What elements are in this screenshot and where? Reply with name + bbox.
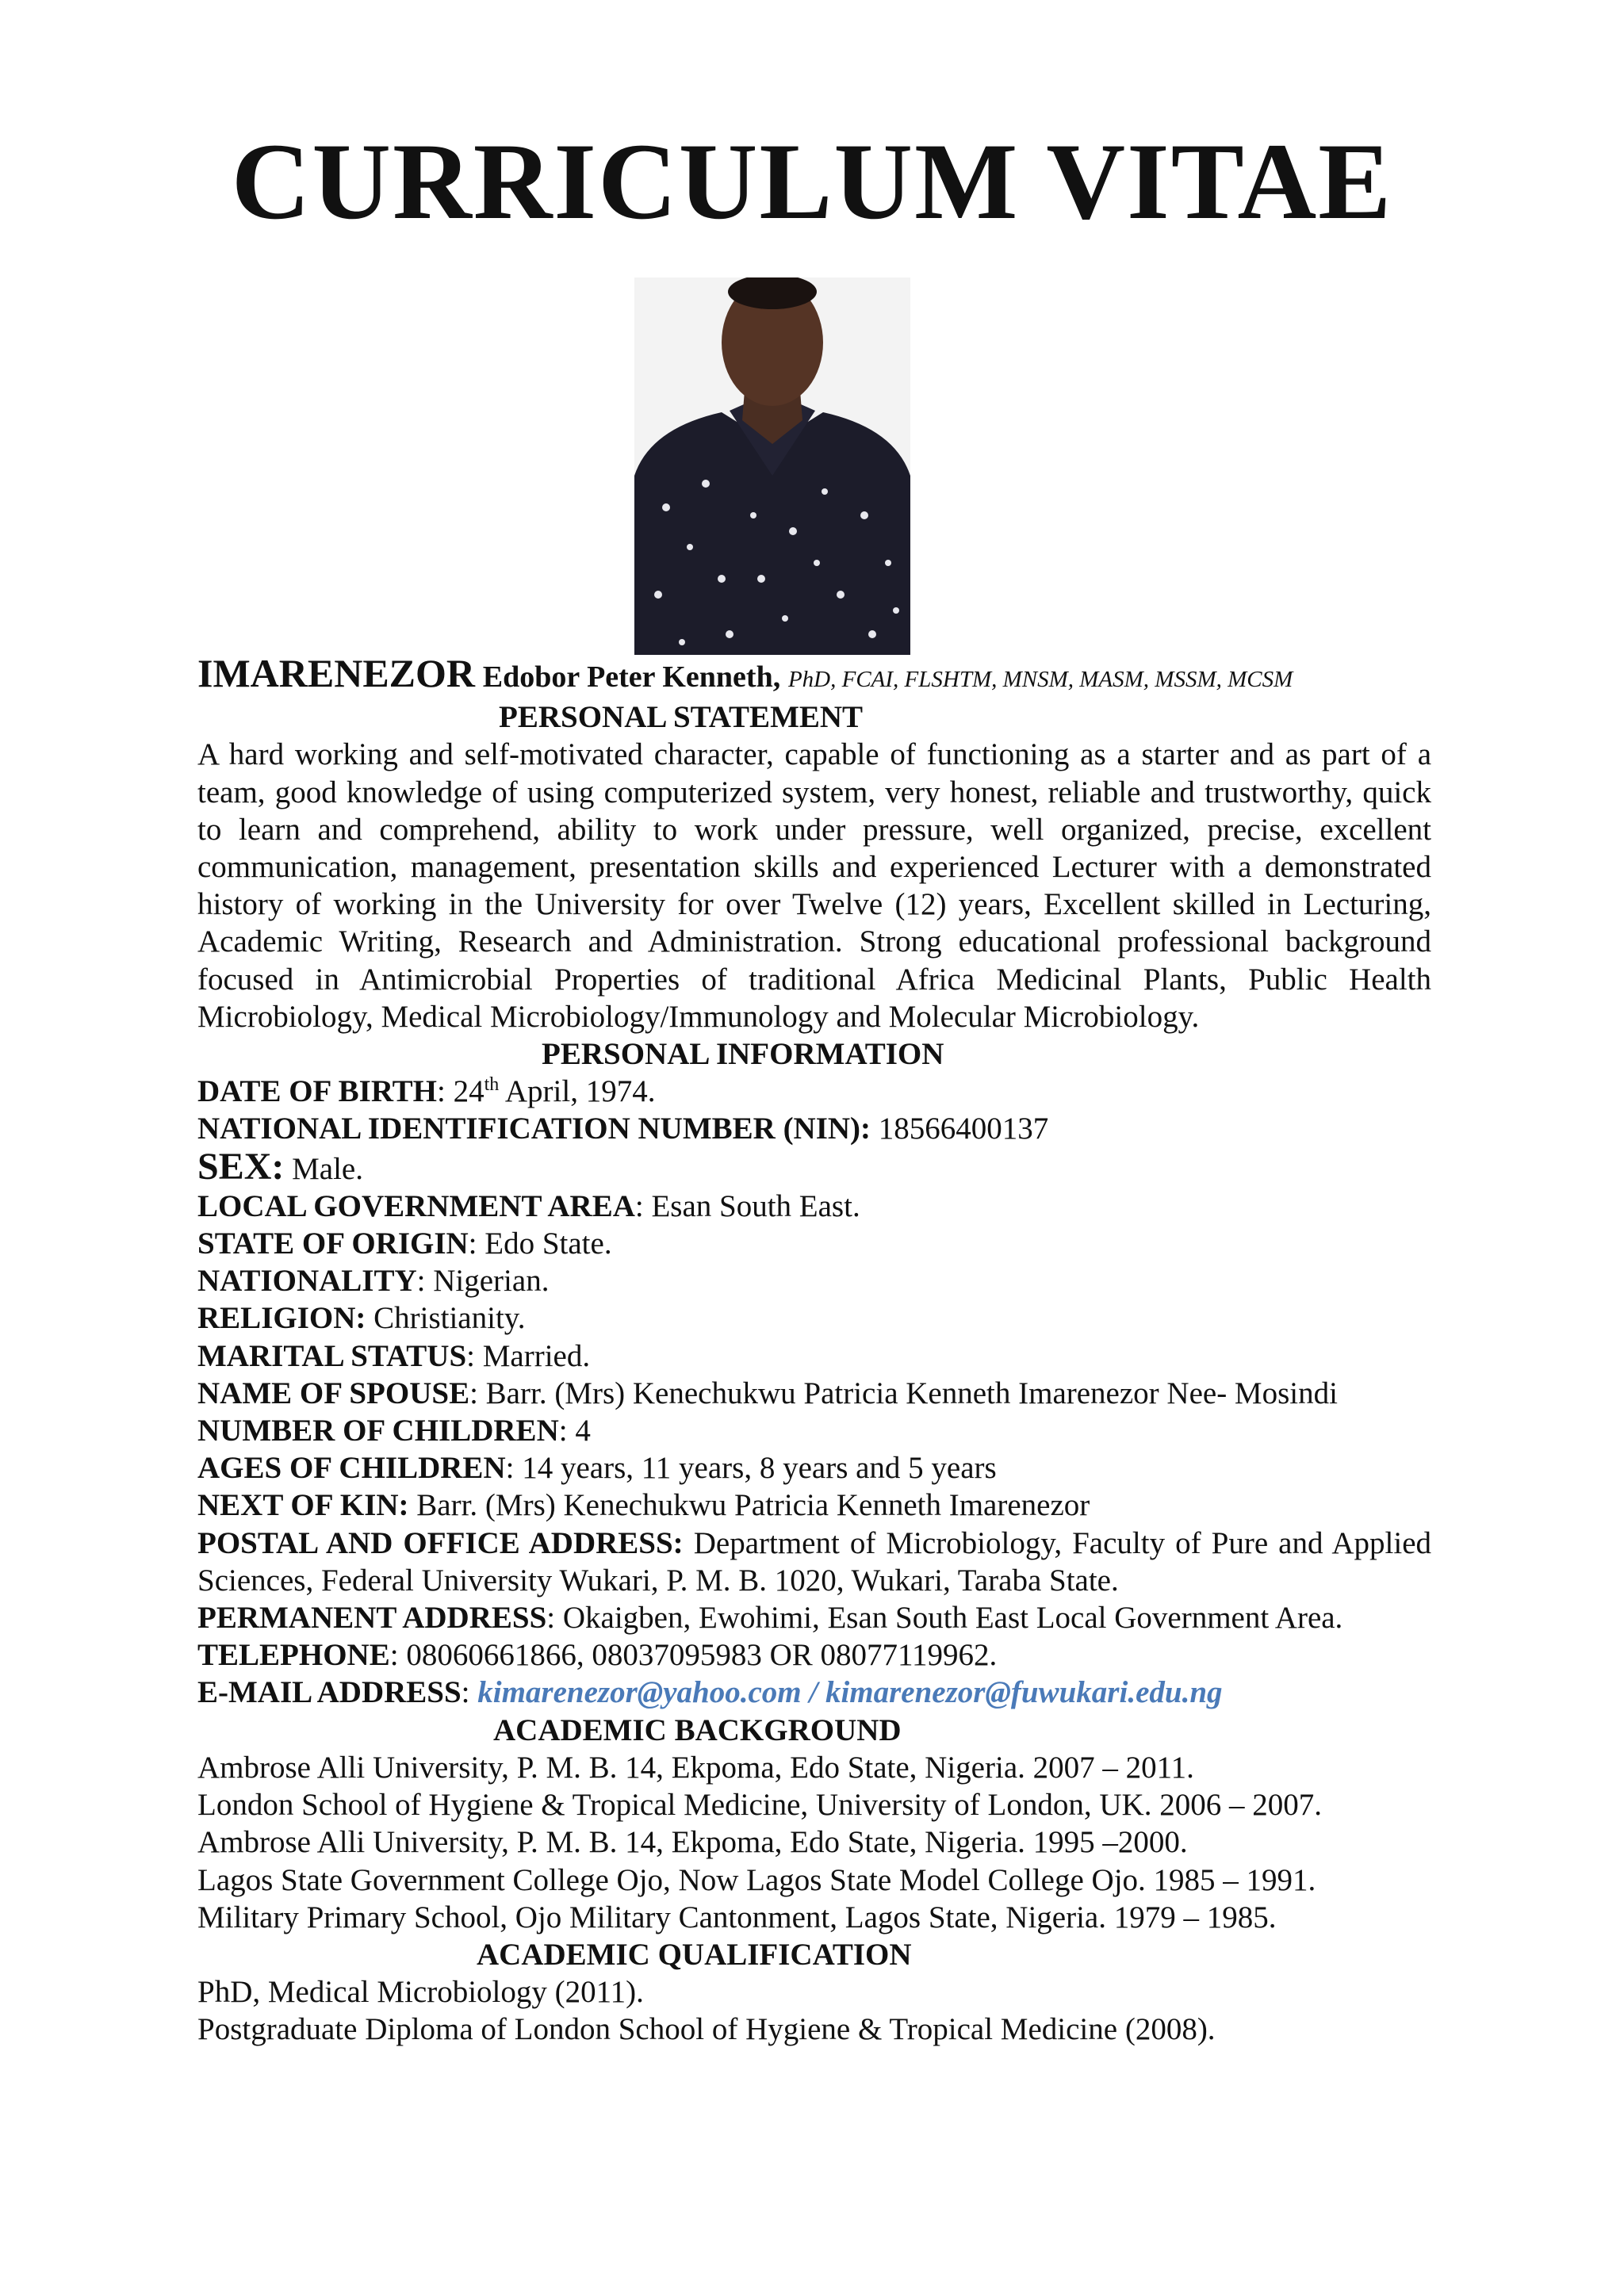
- personal-statement-heading: PERSONAL STATEMENT: [499, 700, 864, 735]
- cv-body: [197, 651, 1432, 2049]
- telephone-value: 08060661866, 08037095983 OR 08077119962.: [406, 1638, 998, 1673]
- nin-label: NATIONAL IDENTIFICATION NUMBER (NIN):: [197, 1112, 871, 1146]
- religion-row: [197, 1299, 1431, 1337]
- state-label: STATE OF ORIGIN: [197, 1226, 469, 1261]
- personal-information-heading: PERSONAL INFORMATION: [542, 1037, 944, 1072]
- children-number-row: NUMBER OF CHILDREN: 4: [197, 1414, 591, 1448]
- state-row: STATE OF ORIGIN: Edo State.: [197, 1226, 612, 1261]
- academic-background-item: Ambrose Alli University, P. M. B. 14, Ekpoma, Edo State, Nigeria. 2007 – 2011.: [197, 1750, 1194, 1785]
- dob-label: DATE OF BIRTH: [197, 1074, 438, 1109]
- next-of-kin-label: NEXT OF KIN:: [197, 1488, 409, 1523]
- email-link[interactable]: kimarenezor@yahoo.com / kimarenezor@fuwukari.edu.ng: [477, 1675, 1223, 1710]
- next-of-kin-row: [197, 1487, 1431, 1524]
- telephone-row: TELEPHONE: 08060661866, 08037095983 OR 08077119962.: [197, 1638, 998, 1673]
- profile-photo-illustration: [634, 277, 910, 655]
- spouse-value: Barr. (Mrs) Kenechukwu Patricia Kenneth Imarenezor Nee- Mosindi: [485, 1376, 1338, 1410]
- profile-photo: [634, 277, 910, 655]
- dob-row: DATE OF BIRTH: 24th April, 1974.: [197, 1074, 656, 1109]
- lga-label: LOCAL GOVERNMENT AREA: [197, 1188, 635, 1223]
- dob-day: 24: [453, 1074, 485, 1109]
- permanent-row: PERMANENT ADDRESS: Okaigben, Ewohimi, Esan South East Local Government Area.: [197, 1601, 1343, 1636]
- academic-background-item: Military Primary School, Ojo Military Cantonment, Lagos State, Nigeria. 1979 – 1985.: [197, 1900, 1277, 1934]
- next-of-kin-value: Barr. (Mrs) Kenechukwu Patricia Kenneth Imarenezor: [416, 1488, 1090, 1523]
- lga-row: LOCAL GOVERNMENT AREA: Esan South East.: [197, 1188, 860, 1223]
- postal-value: Department of Microbiology, Faculty of Pure and Applied Sciences, Federal University Wukari, P. M. B. 1020, Wukari, Taraba State.: [197, 1525, 1432, 1598]
- academic-background-item: Ambrose Alli University, P. M. B. 14, Ekpoma, Edo State, Nigeria. 1995 –2000.: [197, 1825, 1188, 1860]
- email-row: E-MAIL ADDRESS: kimarenezor@yahoo.com / kimarenezor@fuwukari.edu.ng: [197, 1675, 1223, 1710]
- document-title: CURRICULUM VITAE: [231, 121, 1393, 242]
- given-names: Edobor Peter Kenneth,: [482, 660, 781, 694]
- academic-background-item: London School of Hygiene & Tropical Medicine, University of London, UK. 2006 – 2007.: [197, 1788, 1322, 1823]
- religion-label: RELIGION:: [197, 1301, 366, 1336]
- sex-row: [197, 1145, 1431, 1188]
- academic-qualification-item: Postgraduate Diploma of London School of Hygiene & Tropical Medicine (2008).: [197, 2012, 1216, 2047]
- children-number-value: 4: [575, 1414, 591, 1448]
- academic-background-heading: ACADEMIC BACKGROUND: [493, 1712, 902, 1747]
- lga-value: Esan South East.: [651, 1188, 860, 1223]
- academic-qualification-heading: ACADEMIC QUALIFICATION: [477, 1937, 912, 1972]
- dob-suffix: th: [484, 1074, 500, 1096]
- email-label: E-MAIL ADDRESS: [197, 1675, 462, 1710]
- nationality-label: NATIONALITY: [197, 1264, 417, 1299]
- permanent-label: PERMANENT ADDRESS: [197, 1601, 547, 1636]
- name-line: [197, 651, 1431, 698]
- religion-value: Christianity.: [373, 1301, 526, 1336]
- state-value: Edo State.: [485, 1226, 612, 1261]
- sex-label: SEX:: [197, 1145, 285, 1188]
- dob-rest: April, 1974.: [504, 1074, 656, 1109]
- children-ages-value: 14 years, 11 years, 8 years and 5 years: [522, 1451, 997, 1486]
- academic-qualification-item: PhD, Medical Microbiology (2011).: [197, 1975, 644, 2010]
- spouse-row: NAME OF SPOUSE: Barr. (Mrs) Kenechukwu Patricia Kenneth Imarenezor Nee- Mosindi: [197, 1376, 1338, 1410]
- surname: IMARENEZOR: [197, 651, 476, 695]
- marital-label: MARITAL STATUS: [197, 1338, 467, 1373]
- postal-label: POSTAL AND OFFICE ADDRESS:: [197, 1525, 684, 1560]
- telephone-label: TELEPHONE: [197, 1638, 390, 1673]
- nationality-row: NATIONALITY: Nigerian.: [197, 1264, 550, 1299]
- children-ages-row: AGES OF CHILDREN: 14 years, 11 years, 8 years and 5 years: [197, 1451, 997, 1486]
- permanent-value: Okaigben, Ewohimi, Esan South East Local Government Area.: [562, 1601, 1343, 1636]
- credentials: PhD, FCAI, FLSHTM, MNSM, MASM, MSSM, MCSM: [787, 667, 1293, 692]
- children-number-label: NUMBER OF CHILDREN: [197, 1414, 559, 1448]
- children-ages-label: AGES OF CHILDREN: [197, 1451, 506, 1486]
- sex-value: Male.: [292, 1151, 363, 1186]
- postal-row: [197, 1525, 1431, 1599]
- nationality-value: Nigerian.: [433, 1264, 550, 1299]
- nin-row: [197, 1110, 1431, 1147]
- marital-row: MARITAL STATUS: Married.: [197, 1338, 591, 1373]
- spouse-label: NAME OF SPOUSE: [197, 1376, 470, 1410]
- nin-value: 18566400137: [878, 1112, 1049, 1146]
- personal-statement-text: A hard working and self-motivated character, capable of functioning as a starter and as part of a team, good knowledge of using computerized system, very honest, reliable and trustworthy, quick to learn and comprehend, ability to work under pressure, well organized, precise, excellent communication, management, presentation skills and experienced Lecturer with a demonstrated history of working in the University for over Twelve (12) years, Excellent skilled in Lecturing, Academic Writing, Research and Administration. Strong educational professional background focused in Antimicrobial Properties of traditional Africa Medicinal Plants, Public Health Microbiology, Medical Microbiology/Immunology and Molecular Microbiology.: [197, 737, 1431, 1034]
- marital-value: Married.: [482, 1338, 591, 1373]
- academic-background-item: Lagos State Government College Ojo, Now Lagos State Model College Ojo. 1985 – 1991.: [197, 1862, 1316, 1897]
